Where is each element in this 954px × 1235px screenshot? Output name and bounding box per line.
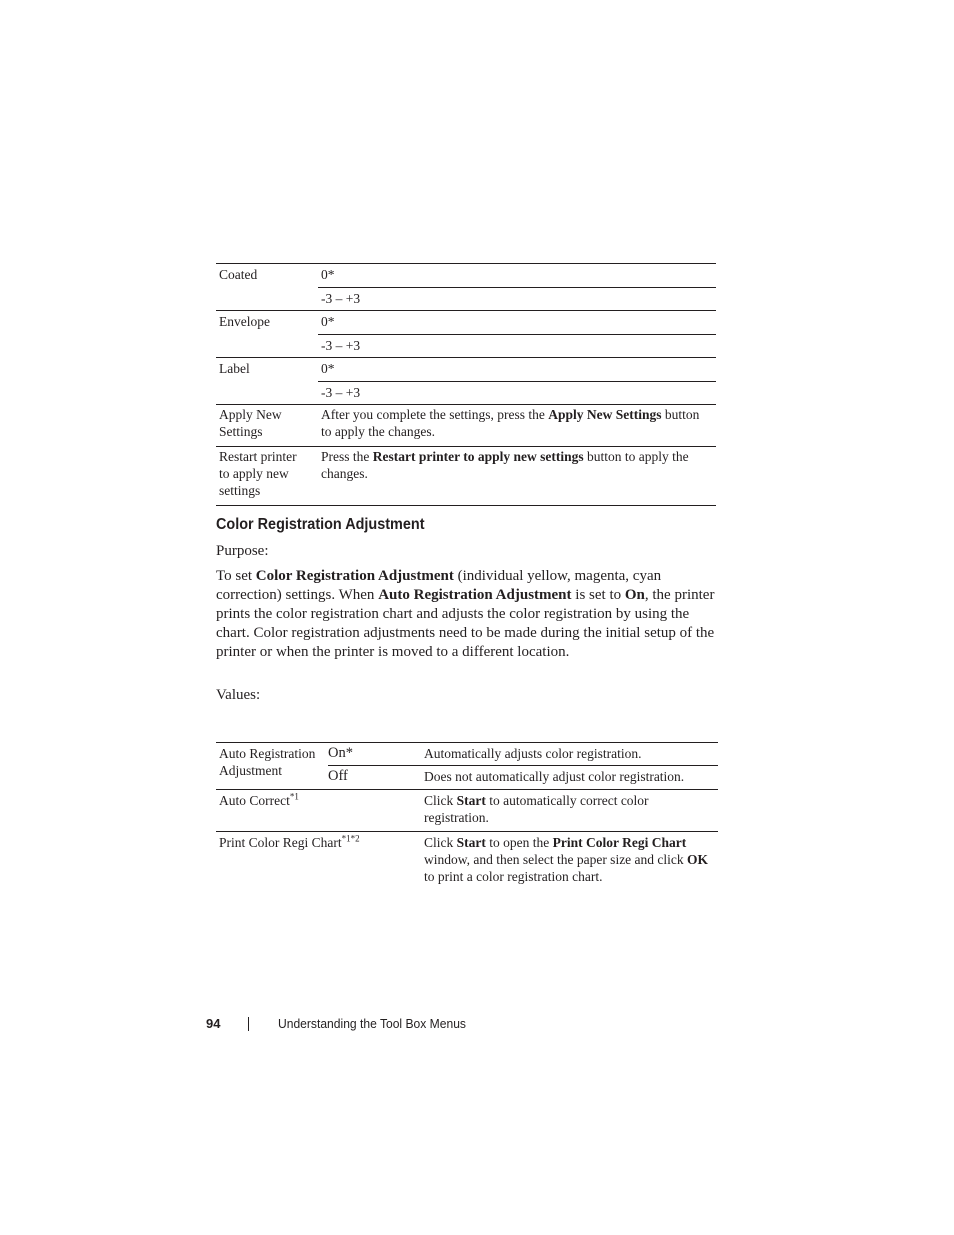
row-label-coated: Coated (219, 267, 258, 282)
values-table (216, 742, 718, 885)
footer-chapter-title: Understanding the Tool Box Menus (278, 1016, 466, 1031)
table-row-print-color-regi-chart (216, 832, 718, 885)
table-row-auto-registration (216, 743, 718, 790)
table-row-restart-printer (216, 447, 716, 506)
value-default: 0* (321, 267, 335, 282)
row-label-restart-printer: Restart printer to apply new settings (219, 449, 297, 498)
table-row-auto-correct (216, 790, 718, 832)
value-range: -3 – +3 (318, 381, 716, 404)
row-label-apply-new-settings: Apply New Settings (219, 407, 282, 439)
restart-button-ref: Restart printer to apply new settings (372, 449, 584, 464)
footer-separator (248, 1017, 249, 1031)
row-label-envelope: Envelope (219, 314, 270, 329)
values-label: Values: (216, 687, 261, 703)
table-row-envelope (216, 311, 716, 358)
apply-new-settings-button-ref: Apply New Settings (548, 407, 662, 422)
option-row-on (328, 743, 718, 766)
page-number: 94 (206, 1016, 221, 1031)
restart-description: Press the Restart printer to apply new settings button to apply the changes. (321, 449, 689, 481)
row-label-auto-registration: Auto Registration Adjustment (219, 746, 316, 778)
row-label-print-color-regi-chart: Print Color Regi Chart$^{*1*2}$ (219, 833, 360, 850)
table-row-coated (216, 264, 716, 311)
value-default: 0* (321, 361, 335, 376)
value-range: -3 – +3 (318, 287, 716, 310)
value-default: 0* (321, 314, 335, 329)
settings-table-continued (216, 263, 716, 506)
print-chart-desc: Click Start to open the Print Color Regi Chart window, and then select the paper size and click OK to print a color registration chart. (424, 835, 709, 884)
apply-description: After you complete the settings, press the Apply New Settings button to apply the changes. (321, 407, 700, 439)
option-off: Off (328, 768, 348, 784)
table-row-apply-new-settings (216, 405, 716, 447)
section-heading: Color Registration Adjustment (216, 516, 425, 533)
table-row-label (216, 358, 716, 405)
auto-correct-desc: Click Start to automatically correct color registration. (424, 793, 649, 825)
option-row-off (328, 766, 718, 789)
page-footer (0, 1015, 954, 1035)
option-off-desc: Does not automatically adjust color registration. (424, 769, 685, 784)
option-on: On* (328, 745, 353, 761)
row-label-label: Label (219, 361, 250, 376)
option-on-desc: Automatically adjusts color registration. (424, 746, 642, 761)
purpose-label: Purpose: (216, 543, 269, 559)
purpose-paragraph: To set Color Registration Adjustment (individual yellow, magenta, cyan correction) settings. When Auto Registration Adjustment is set to On, the printer prints the color registration chart and adjusts the color registration by using the chart. Color registration adjustments need to be made during the initial setup of the printer or when the printer is moved to a different location. (216, 568, 715, 660)
value-range: -3 – +3 (318, 334, 716, 357)
row-label-auto-correct: Auto Correct$^{*1}$ (219, 791, 299, 808)
